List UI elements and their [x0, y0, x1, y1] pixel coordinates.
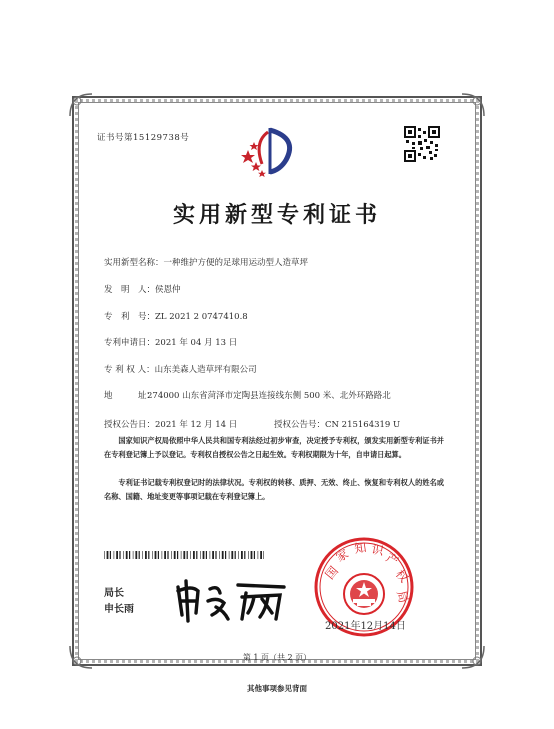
patentee-value: 山东美森人造草坪有限公司 — [154, 365, 257, 375]
footer-note: 其他事项参见背面 — [247, 684, 307, 693]
director-title-label: 局长 — [104, 588, 124, 599]
corner-ornament-top-right — [460, 92, 486, 118]
certificate-number: 证书号第15129738号 — [97, 133, 190, 143]
page-number: 第 1 页（共 2 页） — [242, 653, 312, 662]
utility-model-name-row — [104, 256, 308, 268]
svg-text:国: 国 — [322, 563, 342, 582]
seal-date: 2021年12月14日 — [325, 621, 406, 632]
barcode — [104, 551, 264, 559]
notice-paragraph-2: 专利证书记载专利权登记时的法律状况。专利权的转移、质押、无效、终止、恢复和专利权人的姓名或名称、国籍、地址变更等事项记载在专利登记簿上。 — [104, 478, 444, 501]
patent-number-label: 专 利 号： — [104, 312, 156, 322]
address-label: 地 址： — [104, 391, 156, 401]
application-date-row — [104, 336, 237, 348]
inventor-value: 侯恩仲 — [155, 285, 181, 295]
director-signature — [172, 577, 294, 623]
patent-number-row — [104, 310, 248, 322]
patentee-label: 专 利 权 人： — [104, 365, 155, 375]
grant-date-value: 2021 年 12 月 14 日 — [155, 420, 238, 430]
qr-code-icon — [404, 126, 440, 162]
svg-text:权: 权 — [392, 566, 412, 586]
notice-paragraph-1: 国家知识产权局依照中华人民共和国专利法经过初步审查，决定授予专利权，颁发实用新型专利证书并在专利登记簿上予以登记。专利权自授权公告之日起生效。专利权期限为十年，自申请日起算。 — [104, 436, 444, 459]
grant-date-label: 授权公告日： — [104, 420, 156, 430]
application-date-label: 专利申请日： — [104, 338, 156, 348]
inventor-row — [104, 283, 181, 295]
grant-number-row — [274, 418, 400, 430]
utility-model-name-label: 实用新型名称： — [104, 258, 164, 268]
grant-number-label: 授权公告号： — [274, 420, 326, 430]
patent-number-value: ZL 2021 2 0747410.8 — [155, 312, 248, 322]
patent-office-emblem-icon — [240, 124, 300, 182]
grant-number-value: CN 215164319 U — [325, 420, 401, 430]
patentee-row — [104, 363, 257, 375]
address-value: 274000 山东省菏泽市定陶县连接线东侧 500 米、北外环路路北 — [147, 391, 391, 401]
utility-model-name-value: 一种维护方便的足球用运动型人造草坪 — [163, 258, 309, 268]
grant-date-row — [104, 418, 237, 430]
svg-text:局: 局 — [394, 589, 411, 605]
corner-ornament-top-left — [68, 92, 94, 118]
svg-text:产: 产 — [383, 550, 401, 569]
svg-text:知: 知 — [353, 540, 368, 556]
certificate-title: 实用新型专利证书 — [172, 202, 381, 228]
application-date-value: 2021 年 04 月 13 日 — [155, 338, 238, 348]
inventor-label: 发 明 人： — [104, 285, 156, 295]
director-name-label: 申长雨 — [104, 604, 134, 615]
svg-text:识: 识 — [370, 542, 385, 559]
svg-text:家: 家 — [333, 546, 351, 565]
